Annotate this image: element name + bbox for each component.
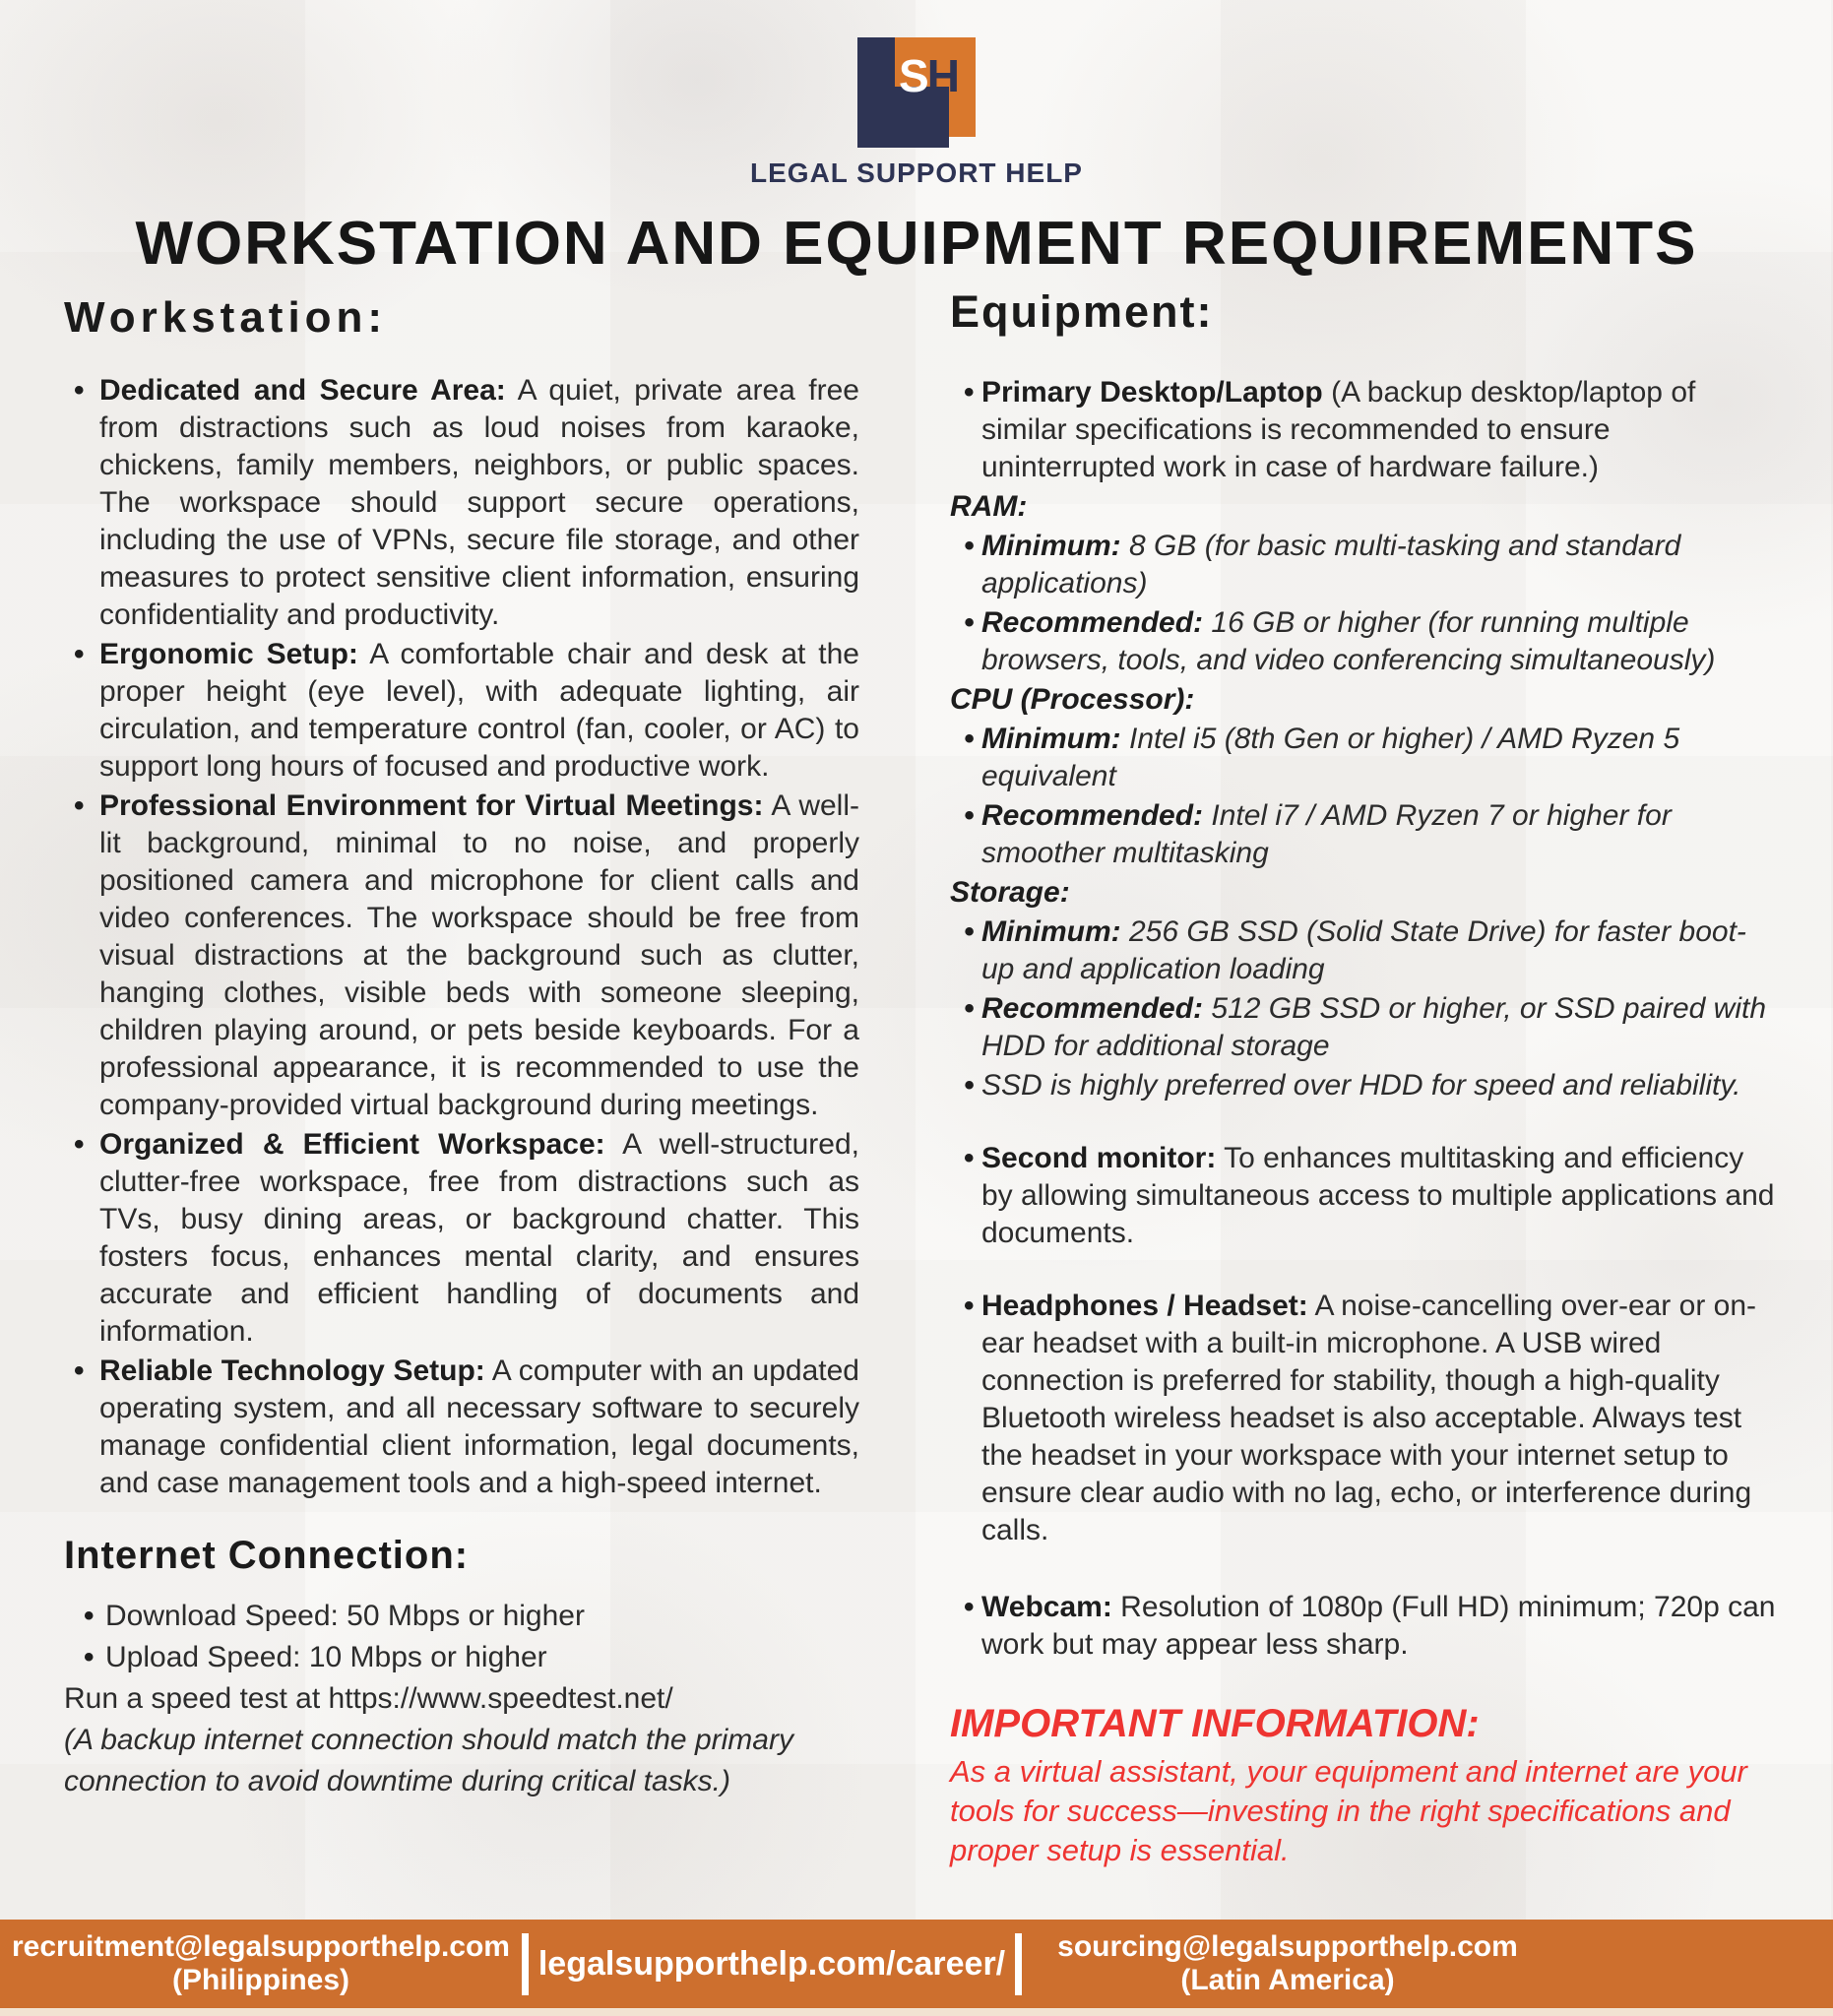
workstation-bullet	[64, 636, 859, 786]
speedtest-note	[64, 1678, 901, 1720]
lsh-logo	[857, 37, 976, 148]
equipment-bullet	[950, 1140, 1777, 1252]
bullet-text: Intel i5 (8th Gen or higher) / AMD Ryzen 5 equivalent	[981, 723, 1680, 792]
bullet-lead: Webcam:	[981, 1591, 1112, 1623]
equipment-bullet	[950, 1288, 1777, 1549]
footer-email-latam-address[interactable]: sourcing@legalsupporthelp.com	[1057, 1930, 1518, 1963]
ram-bullet	[950, 604, 1777, 679]
page-title: WORKSTATION AND EQUIPMENT REQUIREMENTS	[135, 210, 1698, 278]
equipment-bullet	[950, 374, 1777, 486]
cpu-heading: CPU (Processor):	[950, 683, 1195, 716]
backup-connection-note: (A backup internet connection should match the primary connection to avoid downtime during critical tasks.)	[64, 1724, 793, 1797]
logo-letter-h: H	[926, 50, 958, 101]
equipment-column	[950, 286, 1777, 1870]
bullet-text: A computer with an updated operating system, and all necessary software to securely manage confidential client information, legal documents, and case management tools and a high-speed internet.	[99, 1354, 859, 1499]
bullet-lead: Recommended:	[981, 606, 1204, 639]
bullet-text: Intel i7 / AMD Ryzen 7 or higher for smoother multitasking	[981, 799, 1672, 869]
ram-bullet-list	[950, 528, 1777, 679]
workstation-bullet	[64, 1353, 859, 1502]
header	[0, 37, 1833, 189]
bullet-lead: Primary Desktop/Laptop	[981, 376, 1323, 409]
headset-list	[950, 1288, 1777, 1549]
bullet-lead: Organized & Efficient Workspace:	[99, 1128, 605, 1161]
bullet-lead: Second monitor:	[981, 1142, 1217, 1174]
bullet-lead: Minimum:	[981, 915, 1121, 948]
logo-navy-l-shape	[857, 37, 895, 148]
bullet-lead: Headphones / Headset:	[981, 1290, 1308, 1322]
ram-heading: RAM:	[950, 490, 1028, 523]
cpu-bullet	[950, 797, 1777, 872]
bullet-text: (A backup desktop/laptop of similar specifications is recommended to ensure uninterrupted work in case of hardware failure.)	[981, 376, 1696, 483]
content-columns	[64, 286, 1777, 1870]
bullet-lead: Reliable Technology Setup:	[99, 1354, 485, 1387]
ram-bullet	[950, 528, 1777, 602]
brand-name: LEGAL SUPPORT HELP	[750, 158, 1083, 188]
bullet-lead: Professional Environment for Virtual Meetings:	[99, 789, 764, 822]
storage-bullet-list	[950, 914, 1777, 1104]
internet-bullet: • Upload Speed: 10 Mbps or higher	[64, 1637, 901, 1678]
logo-letter-s: S	[899, 50, 927, 101]
primary-device-list	[950, 374, 1777, 486]
storage-bullet	[950, 1067, 1777, 1104]
workstation-column	[64, 293, 901, 1870]
bullet-text: A well-structured, clutter-free workspace, free from distractions such as TVs, busy dining areas, or background chatter. This fosters focus, enhances mental clarity, and ensures accurate and efficient handling of documents and information.	[99, 1128, 859, 1348]
speedtest-note-prefix: Run a speed test at	[64, 1682, 329, 1715]
bullet-text: 8 GB (for basic multi-tasking and standard applications)	[981, 530, 1681, 599]
footer-email-latam[interactable]	[1022, 1920, 1553, 2008]
bullet-text: Resolution of 1080p (Full HD) minimum; 720p can work but may appear less sharp.	[981, 1591, 1776, 1661]
storage-bullet	[950, 914, 1777, 988]
bullet-text: To enhances multitasking and efficiency by allowing simultaneous access to multiple applications and documents.	[981, 1142, 1775, 1249]
internet-heading: Internet Connection:	[64, 1534, 470, 1577]
speedtest-url[interactable]: https://www.speedtest.net/	[328, 1682, 673, 1715]
bullet-text: 256 GB SSD (Solid State Drive) for faster boot-up and application loading	[981, 915, 1746, 985]
workstation-bullet	[64, 1126, 859, 1351]
footer-email-philippines-address[interactable]: recruitment@legalsupporthelp.com	[11, 1930, 510, 1963]
second-monitor-list	[950, 1140, 1777, 1252]
bullet-lead: Recommended:	[981, 992, 1204, 1025]
footer-divider	[1015, 1933, 1022, 1995]
bullet-lead: Recommended:	[981, 799, 1204, 832]
cpu-bullet-list	[950, 721, 1777, 872]
storage-bullet	[950, 990, 1777, 1065]
bullet-lead: Minimum:	[981, 723, 1121, 755]
important-information	[950, 1702, 1777, 1870]
internet-bullet: • Download Speed: 50 Mbps or higher	[64, 1596, 901, 1637]
footer-bar	[0, 1920, 1833, 2016]
bullet-text: SSD is highly preferred over HDD for speed and reliability.	[981, 1069, 1741, 1102]
important-text: As a virtual assistant, your equipment and internet are your tools for success—investing in the right specifications and proper setup is essential.	[950, 1754, 1747, 1867]
footer-email-philippines-region: (Philippines)	[172, 1964, 349, 1996]
workstation-bullet	[64, 788, 859, 1124]
workstation-bullet	[64, 372, 859, 634]
important-heading: IMPORTANT INFORMATION:	[950, 1702, 1480, 1745]
footer-email-latam-region: (Latin America)	[1180, 1964, 1395, 1996]
webcam-list	[950, 1589, 1777, 1664]
cpu-bullet	[950, 721, 1777, 795]
workstation-heading: Workstation:	[64, 293, 388, 342]
bullet-lead: Minimum:	[981, 530, 1121, 562]
bullet-text: A well-lit background, minimal to no noise, and properly positioned camera and microphone for client calls and video conferences. The workspace should be free from visual distractions at the background such as clutter, hanging clothes, visible beds with someone sleeping, children playing around, or pets beside keyboards. For a professional appearance, it is recommended to use the company-provided virtual background during meetings.	[99, 789, 859, 1121]
bullet-text: 512 GB SSD or higher, or SSD paired with HDD for additional storage	[981, 992, 1767, 1062]
internet-bullet-list	[64, 1596, 901, 1678]
bullet-text: A comfortable chair and desk at the proper height (eye level), with adequate lighting, air circulation, and temperature control (fan, cooler, or AC) to support long hours of focused and productive work.	[99, 638, 859, 783]
logo-monogram	[899, 49, 958, 102]
workstation-bullet-list	[64, 372, 859, 1502]
bullet-lead: Dedicated and Secure Area:	[99, 374, 506, 407]
bullet-lead: Ergonomic Setup:	[99, 638, 358, 670]
footer-email-philippines[interactable]	[0, 1920, 522, 2008]
equipment-heading: Equipment:	[950, 286, 1214, 337]
equipment-bullet	[950, 1589, 1777, 1664]
bullet-text: A quiet, private area free from distractions such as loud noises from karaoke, chickens, family members, neighbors, or public spaces. The workspace should support secure operations, including the use of VPNs, secure file storage, and other measures to protect sensitive client information, ensuring confidentiality and productivity.	[99, 374, 859, 631]
bullet-text: A noise-cancelling over-ear or on-ear headset with a built-in microphone. A USB wired connection is preferred for stability, though a high-quality Bluetooth wireless headset is also acceptable. Always test the headset in your workspace with your internet setup to ensure clear audio with no lag, echo, or interference during calls.	[981, 1290, 1757, 1546]
footer-career-url[interactable]: legalsupporthelp.com/career/	[537, 1945, 1006, 1983]
storage-heading: Storage:	[950, 876, 1070, 909]
bullet-text: 16 GB or higher (for running multiple browsers, tools, and video conferencing simultaneously)	[981, 606, 1716, 676]
footer-divider	[522, 1933, 529, 1995]
